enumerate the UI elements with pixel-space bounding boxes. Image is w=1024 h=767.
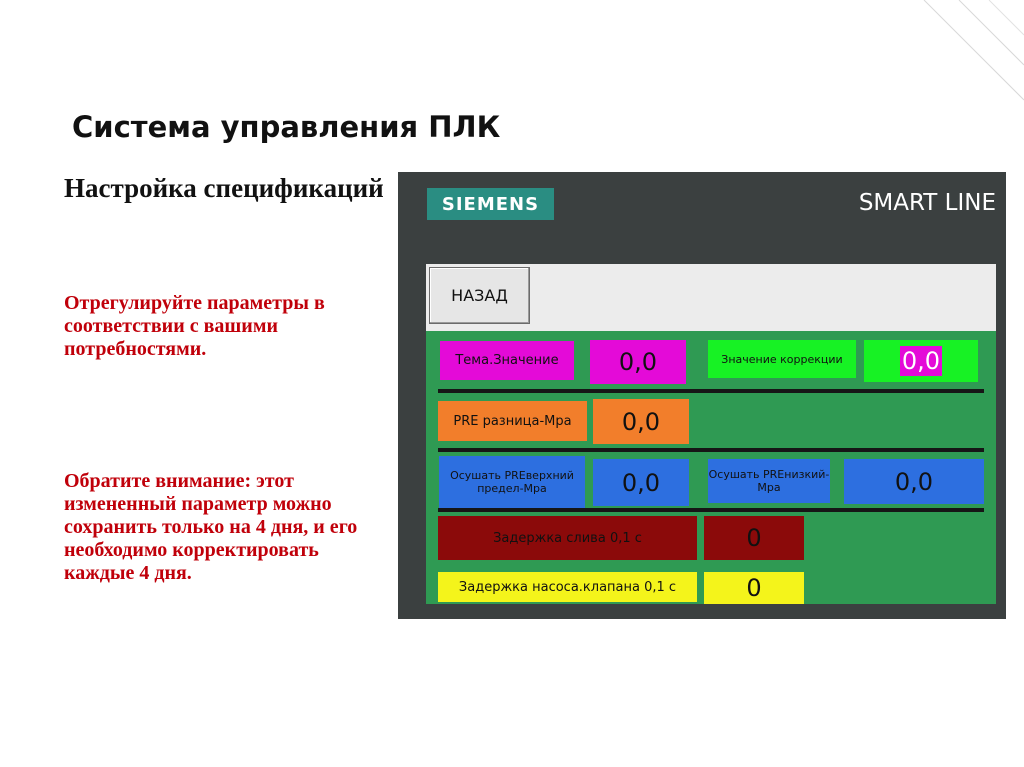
row-divider (438, 389, 984, 393)
pre-diff-field[interactable]: 0,0 (593, 399, 689, 444)
slide-title: Система управления ПЛК (72, 110, 501, 144)
row-divider (438, 448, 984, 452)
row-divider (438, 508, 984, 512)
screen-top-bar (426, 264, 996, 331)
pre-diff-label: PRE разница-Мра (438, 401, 587, 441)
theme-value-field[interactable]: 0,0 (590, 340, 686, 384)
pump-delay-field[interactable]: 0 (704, 572, 804, 604)
correction-value: 0,0 (901, 347, 941, 375)
instruction-text: Отрегулируйте параметры в соответствии с вашими потребностями. (64, 292, 325, 360)
pump-delay-label: Задержка насоса.клапана 0,1 с (438, 572, 697, 602)
corner-decoration (884, 0, 1024, 120)
back-button[interactable]: НАЗАД (429, 267, 530, 324)
correction-field[interactable] (864, 340, 978, 382)
dry-upper-field[interactable]: 0,0 (593, 459, 689, 506)
model-name: SMART LINE (858, 190, 996, 216)
hmi-screen (426, 264, 996, 604)
dry-lower-field[interactable]: 0,0 (844, 459, 984, 504)
correction-label: Значение коррекции (708, 340, 856, 378)
siemens-logo: SIEMENS (427, 188, 554, 220)
drain-delay-label: Задержка слива 0,1 с (438, 516, 697, 560)
theme-value-label: Тема.Значение (440, 341, 574, 380)
drain-delay-field[interactable]: 0 (704, 516, 804, 560)
dry-lower-label: Осушать PREнизкий-Мра (708, 459, 830, 503)
slide-subtitle: Настройка спецификаций (64, 173, 384, 203)
warning-note: Обратите внимание: этот измененный параметр можно сохранить только на 4 дня, и его необходимо корректировать каждые 4 дня. (64, 470, 358, 584)
dry-upper-label: Осушать PREверхний предел-Мра (439, 456, 585, 508)
hmi-panel (398, 172, 1006, 619)
